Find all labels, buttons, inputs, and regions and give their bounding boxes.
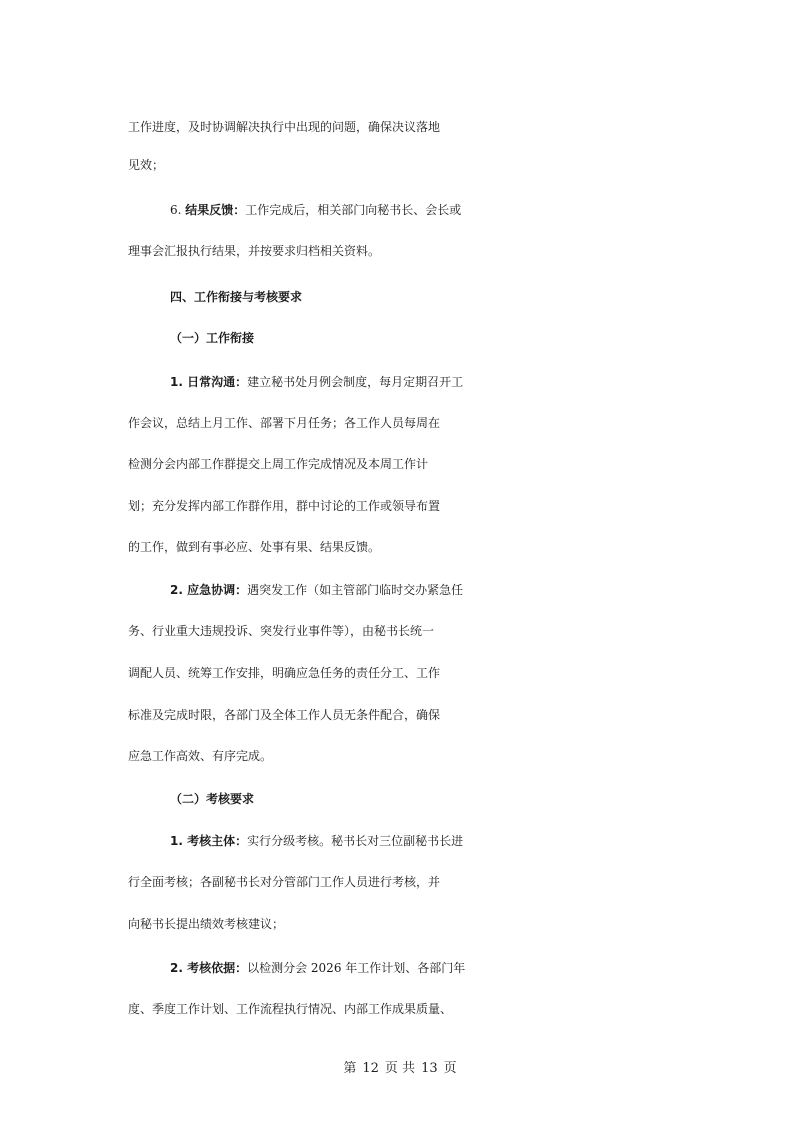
- footer-suffix: 页: [443, 1061, 457, 1076]
- item-title: 2. 应急协调：: [170, 583, 248, 597]
- text: 划；充分发挥内部工作群作用，群中讨论的工作或领导布置: [128, 499, 441, 513]
- page-footer: [0, 1060, 800, 1078]
- section-heading: [0, 282, 800, 312]
- subsection-heading: [0, 323, 800, 353]
- paragraph-line: [0, 826, 800, 856]
- item-number: 6.: [170, 203, 182, 217]
- text: 见效；: [128, 158, 165, 172]
- text: 度、季度工作计划、工作流程执行情况、内部工作成果质量、: [128, 1002, 453, 1016]
- text: 以检测分会 2026 年工作计划、各部门年: [247, 961, 466, 975]
- paragraph-line: [0, 408, 800, 438]
- text: 调配人员、统筹工作安排，明确应急任务的责任分工、工作: [128, 666, 441, 680]
- text: 建立秘书处月例会制度，每月定期召开工: [247, 375, 464, 389]
- paragraph-line: [0, 700, 800, 730]
- text: 检测分会内部工作群提交上周工作完成情况及本周工作计: [128, 457, 429, 471]
- paragraph-line: [0, 575, 800, 605]
- total-pages: 13: [421, 1061, 438, 1076]
- text: 务、行业重大违规投诉、突发行业事件等），由秘书长统一: [128, 624, 435, 638]
- text: 工作完成后，相关部门向秘书长、会长或: [245, 203, 462, 217]
- paragraph-line: [0, 532, 800, 562]
- text: 的工作，做到有事必应、处事有果、结果反馈。: [128, 540, 381, 554]
- text: 遇突发工作（如主管部门临时交办紧急任: [247, 583, 464, 597]
- paragraph-line: [0, 867, 800, 897]
- item-title: 1. 考核主体：: [170, 834, 248, 848]
- page-number: 12: [362, 1061, 379, 1076]
- paragraph-line: [0, 236, 800, 266]
- paragraph-line: [0, 658, 800, 688]
- paragraph-line: [0, 449, 800, 479]
- footer-prefix: 第: [343, 1061, 357, 1076]
- heading-text: 四、工作衔接与考核要求: [170, 290, 303, 304]
- text: 行全面考核；各副秘书长对分管部门工作人员进行考核，并: [128, 875, 441, 889]
- paragraph-line: [0, 112, 800, 142]
- text: 应急工作高效、有序完成。: [128, 749, 273, 763]
- text: 工作进度，及时协调解决执行中出现的问题，确保决议落地: [128, 120, 441, 134]
- paragraph-line: [0, 741, 800, 771]
- heading-text: （一）工作衔接: [170, 331, 255, 345]
- item-title: 结果反馈：: [185, 203, 246, 217]
- item-title: 1. 日常沟通：: [170, 375, 248, 389]
- paragraph-line: [0, 150, 800, 180]
- item-title: 2. 考核依据：: [170, 961, 248, 975]
- paragraph-line: [0, 994, 800, 1024]
- text: 向秘书长提出绩效考核建议；: [128, 917, 285, 931]
- paragraph-line: [0, 616, 800, 646]
- paragraph-line: [0, 491, 800, 521]
- paragraph-line: [0, 953, 800, 983]
- text: 标准及完成时限，各部门及全体工作人员无条件配合，确保: [128, 708, 441, 722]
- text: 理事会汇报执行结果，并按要求归档相关资料。: [128, 244, 381, 258]
- footer-mid: 页 共: [384, 1061, 416, 1076]
- text: 实行分级考核。秘书长对三位副秘书长进: [247, 834, 464, 848]
- paragraph-line: [0, 195, 800, 225]
- heading-text: （二）考核要求: [170, 792, 255, 806]
- subsection-heading: [0, 784, 800, 814]
- paragraph-line: [0, 367, 800, 397]
- paragraph-line: [0, 909, 800, 939]
- text: 作会议，总结上月工作、部署下月任务；各工作人员每周在: [128, 416, 441, 430]
